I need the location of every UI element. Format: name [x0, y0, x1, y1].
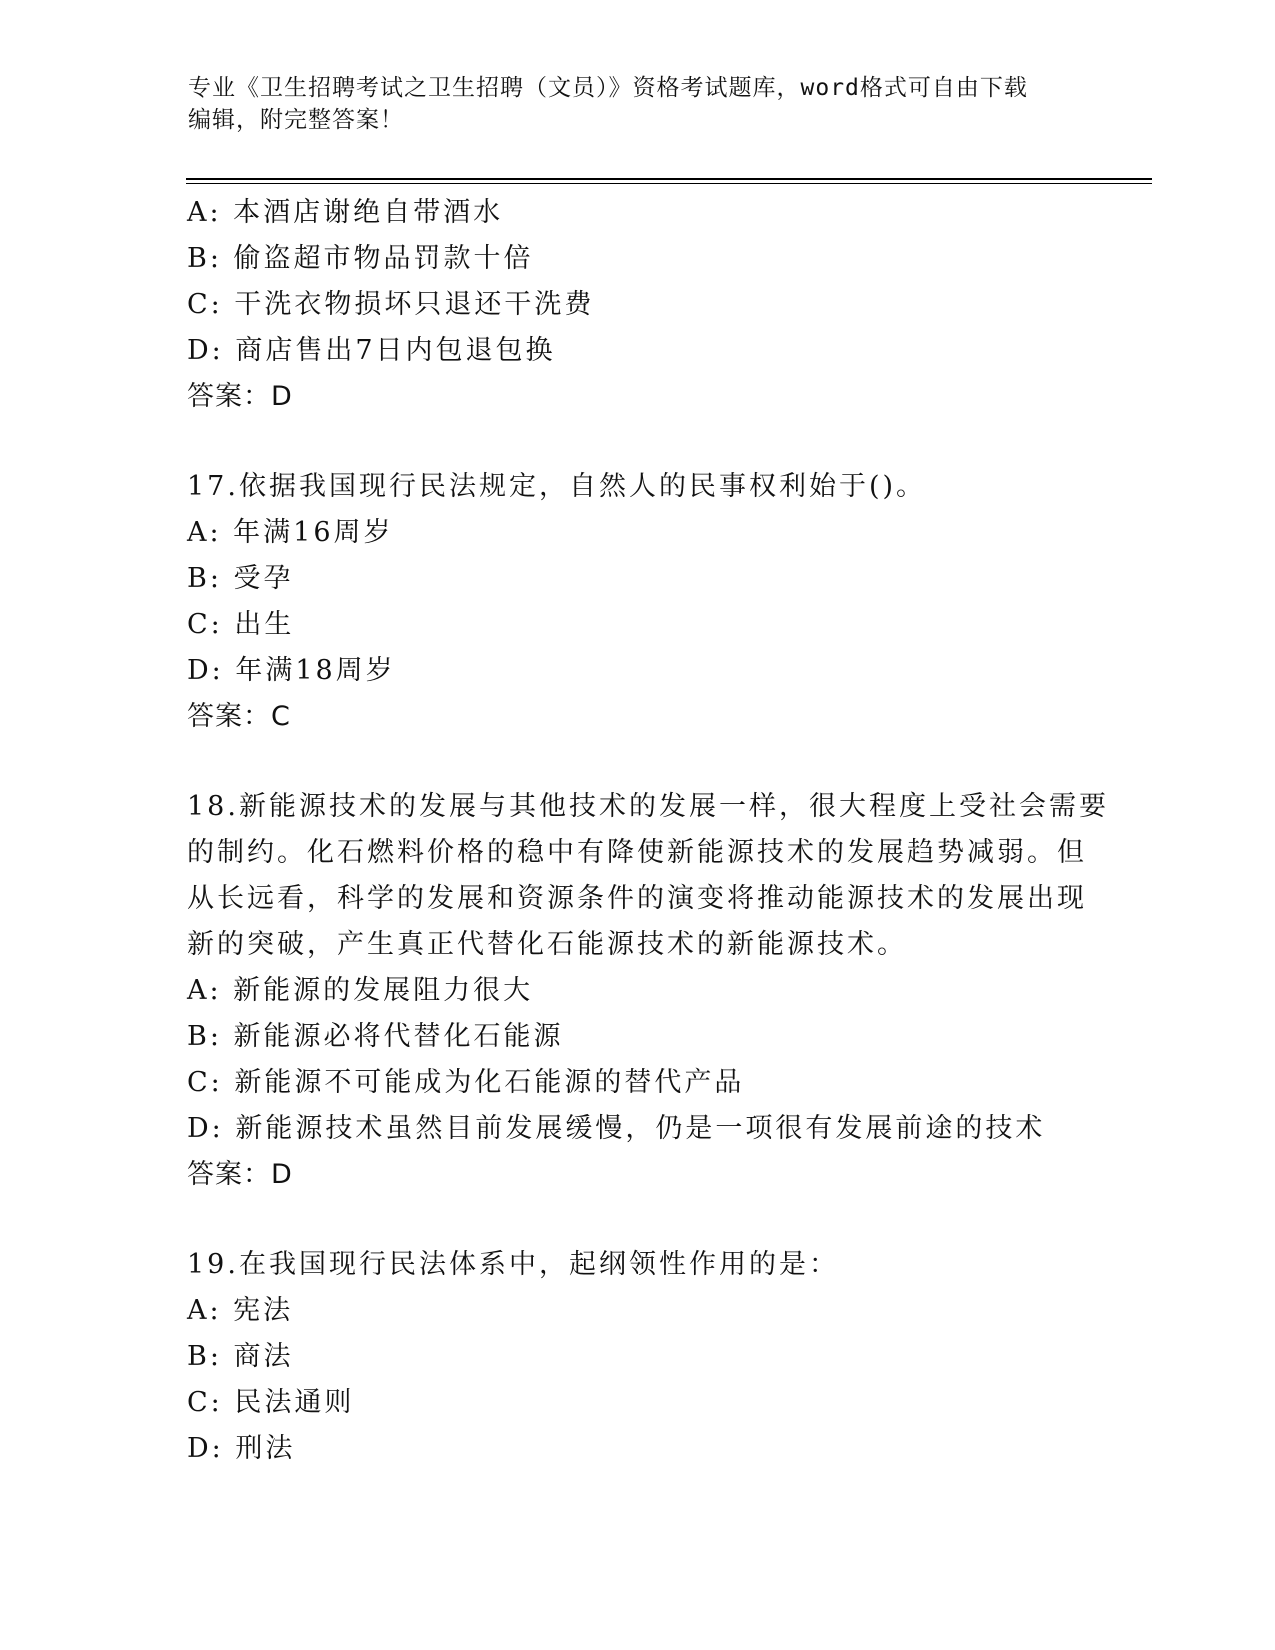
option-a: A: 宪法 — [187, 1295, 294, 1326]
question-19 — [187, 1242, 1147, 1472]
option-b: B: 商法 — [187, 1341, 294, 1372]
option-d: D: 刑法 — [187, 1433, 296, 1464]
answer: 答案：D — [187, 1159, 293, 1190]
header-rule-thick — [186, 178, 1152, 180]
option-c: C: 民法通则 — [187, 1387, 355, 1418]
header-rule-thin — [186, 183, 1152, 184]
question-stem — [187, 784, 1147, 968]
option-a: A: 年满16周岁 — [187, 517, 394, 548]
stem-line-1: 18.新能源技术的发展与其他技术的发展一样，很大程度上受社会需要 — [187, 791, 1109, 822]
option-a: A: 本酒店谢绝自带酒水 — [187, 197, 504, 228]
question-16 — [187, 190, 1147, 420]
question-17 — [187, 464, 1147, 740]
option-b: B: 新能源必将代替化石能源 — [187, 1021, 564, 1052]
question-stem: 19.在我国现行民法体系中，起纲领性作用的是： — [187, 1249, 839, 1280]
option-c: C: 干洗衣物损坏只退还干洗费 — [187, 289, 595, 320]
option-a: A: 新能源的发展阻力很大 — [187, 975, 534, 1006]
option-d: D: 新能源技术虽然目前发展缓慢，仍是一项很有发展前途的技术 — [187, 1113, 1046, 1144]
header-line-2: 编辑，附完整答案！ — [188, 107, 404, 133]
answer: 答案：D — [187, 381, 293, 412]
answer: 答案：C — [187, 701, 291, 732]
stem-line-4: 新的突破，产生真正代替化石能源技术的新能源技术。 — [187, 929, 907, 960]
option-b: B: 受孕 — [187, 563, 294, 594]
question-18 — [187, 784, 1147, 1198]
option-b: B: 偷盗超市物品罚款十倍 — [187, 243, 534, 274]
question-stem: 17.依据我国现行民法规定，自然人的民事权利始于()。 — [187, 471, 927, 502]
question-list — [187, 190, 1147, 1472]
header-line-1: 专业《卫生招聘考试之卫生招聘（文员）》资格考试题库，word格式可自由下载 — [188, 75, 1028, 101]
option-c: C: 出生 — [187, 609, 295, 640]
option-d: D: 年满18周岁 — [187, 655, 396, 686]
option-d: D: 商店售出7日内包退包换 — [187, 335, 556, 366]
stem-line-3: 从长远看，科学的发展和资源条件的演变将推动能源技术的发展出现 — [187, 883, 1087, 914]
document-header — [188, 72, 1088, 136]
option-c: C: 新能源不可能成为化石能源的替代产品 — [187, 1067, 745, 1098]
stem-line-2: 的制约。化石燃料价格的稳中有降使新能源技术的发展趋势减弱。但 — [187, 837, 1087, 868]
